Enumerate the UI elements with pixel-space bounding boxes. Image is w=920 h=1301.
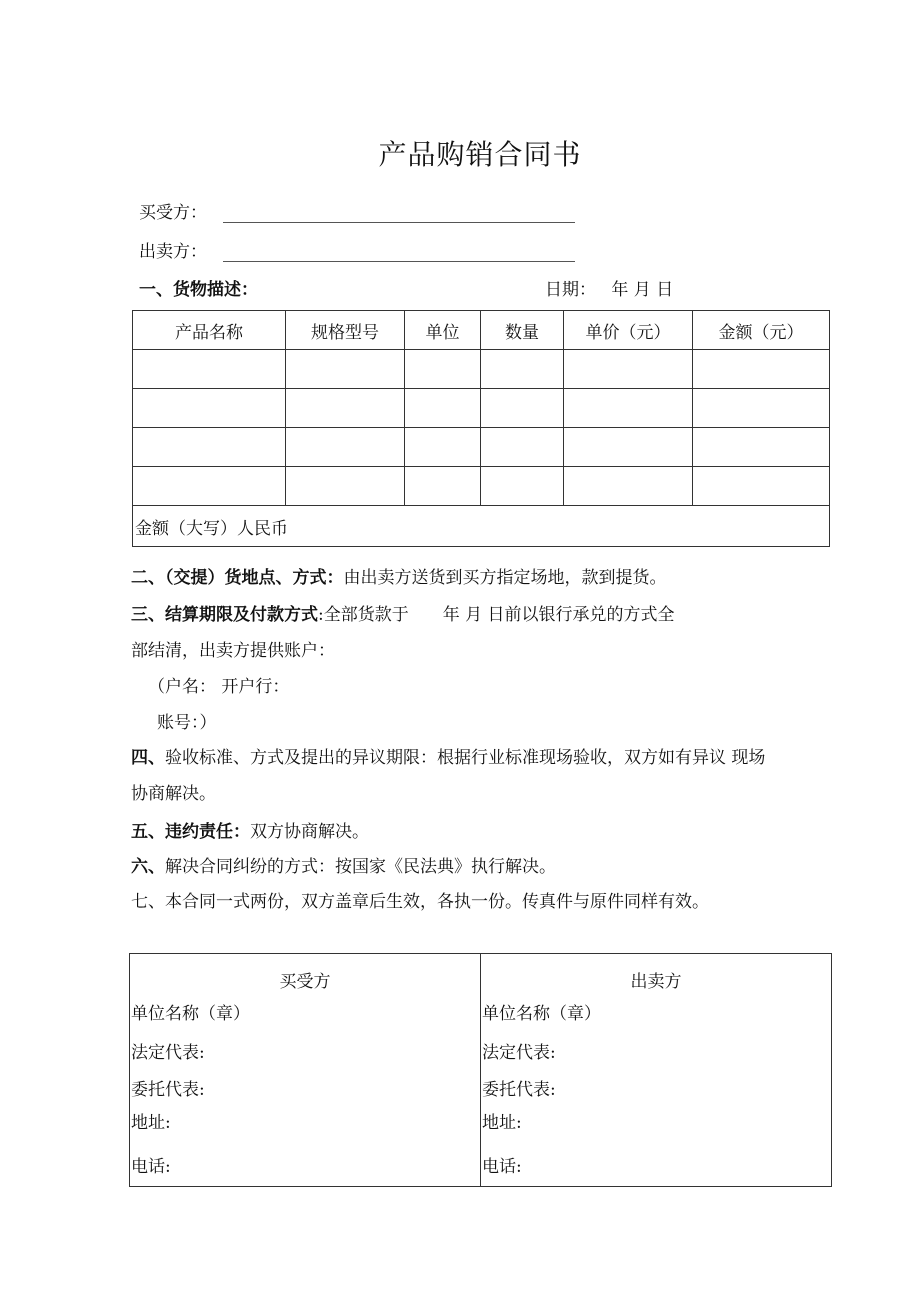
- date-field: [545, 275, 673, 300]
- buyer-address: 地址:: [131, 1113, 171, 1133]
- clause-5-text: 双方协商解决。: [250, 822, 369, 842]
- date-label: 日期：: [545, 280, 596, 300]
- table-cell[interactable]: [564, 428, 693, 467]
- clause-5: [131, 817, 369, 842]
- table-cell[interactable]: [405, 389, 481, 428]
- seller-phone: 电话:: [482, 1157, 522, 1177]
- clause-4-heading: 四、: [131, 748, 165, 768]
- buyer-phone: 电话:: [131, 1157, 171, 1177]
- clause-2-text: 由出卖方送货到买方指定场地，款到提货。: [343, 568, 667, 588]
- total-amount-uppercase: 金额（大写）人民币: [133, 506, 830, 547]
- signature-table: [129, 953, 832, 1187]
- table-cell[interactable]: [405, 467, 481, 506]
- table-cell[interactable]: [286, 428, 405, 467]
- buyer-legal-rep: 法定代表:: [131, 1043, 205, 1063]
- table-cell[interactable]: [286, 389, 405, 428]
- buyer-line: [139, 198, 575, 223]
- table-cell[interactable]: [405, 350, 481, 389]
- goods-table-header: [133, 311, 830, 350]
- clause-2-heading: 二、（交提）货地点、方式：: [131, 568, 344, 588]
- account-holder-bank: （户名： 开户行：: [148, 677, 290, 697]
- header-spec-model: 规格型号: [286, 311, 405, 350]
- section1-heading: 一、货物描述：: [139, 280, 258, 300]
- table-row: [133, 389, 830, 428]
- seller-signature-block: [481, 954, 832, 1187]
- table-cell[interactable]: [564, 389, 693, 428]
- table-cell[interactable]: [481, 350, 564, 389]
- clause-5-heading: 五、违约责任：: [131, 822, 250, 842]
- table-cell[interactable]: [286, 467, 405, 506]
- seller-agent: 委托代表:: [482, 1080, 556, 1100]
- goods-table: [132, 310, 830, 547]
- clause-4-text: 验收标准、方式及提出的异议期限：根据行业标准现场验收，双方如有异议 现场: [165, 748, 766, 768]
- table-cell[interactable]: [133, 350, 286, 389]
- clause-4: [131, 743, 765, 768]
- clause-3-text: :全部货款于 年 月 日前以银行承兑的方式全: [318, 605, 675, 625]
- page-title: 产品购销合同书: [378, 138, 582, 171]
- table-row: [133, 350, 830, 389]
- seller-address: 地址:: [482, 1113, 522, 1133]
- clause-6: [131, 852, 556, 877]
- table-cell[interactable]: [481, 467, 564, 506]
- table-cell[interactable]: [481, 428, 564, 467]
- seller-line: [139, 237, 575, 262]
- clause-7: 七、本合同一式两份，双方盖章后生效，各执一份。传真件与原件同样有效。: [131, 892, 709, 912]
- table-row: [133, 467, 830, 506]
- clause-6-text: 解决合同纠纷的方式：按国家《民法典》执行解决。: [165, 857, 556, 877]
- clause-3-heading: 三、结算期限及付款方式: [131, 605, 318, 625]
- table-cell[interactable]: [133, 389, 286, 428]
- seller-blank: [223, 247, 575, 262]
- table-cell[interactable]: [693, 350, 830, 389]
- table-cell[interactable]: [693, 428, 830, 467]
- buyer-unit-name: 单位名称（章）: [131, 1004, 250, 1024]
- table-row: [133, 428, 830, 467]
- buyer-signature-block: [130, 954, 481, 1187]
- header-quantity: 数量: [481, 311, 564, 350]
- table-cell[interactable]: [133, 467, 286, 506]
- table-cell[interactable]: [286, 350, 405, 389]
- clause-2: [131, 563, 667, 588]
- seller-label: 出卖方：: [139, 242, 207, 262]
- seller-heading: 出卖方: [630, 972, 682, 992]
- table-total-row: [133, 506, 830, 547]
- table-cell[interactable]: [133, 428, 286, 467]
- header-unit: 单位: [405, 311, 481, 350]
- buyer-blank: [223, 208, 575, 223]
- seller-unit-name: 单位名称（章）: [482, 1004, 601, 1024]
- clause-3-continued: 部结清，出卖方提供账户：: [131, 641, 335, 661]
- header-unit-price: 单价（元）: [564, 311, 693, 350]
- account-number: 账号：）: [157, 713, 217, 733]
- table-cell[interactable]: [564, 350, 693, 389]
- table-cell[interactable]: [564, 467, 693, 506]
- table-cell[interactable]: [693, 389, 830, 428]
- date-value: 年 月 日: [611, 280, 674, 300]
- seller-legal-rep: 法定代表:: [482, 1043, 556, 1063]
- table-cell[interactable]: [481, 389, 564, 428]
- clause-4-continued: 协商解决。: [131, 784, 216, 804]
- buyer-label: 买受方：: [139, 203, 207, 223]
- header-product-name: 产品名称: [133, 311, 286, 350]
- table-cell[interactable]: [405, 428, 481, 467]
- clause-6-heading: 六、: [131, 857, 165, 877]
- clause-3: [131, 600, 675, 625]
- header-amount: 金额（元）: [693, 311, 830, 350]
- table-cell[interactable]: [693, 467, 830, 506]
- buyer-heading: 买受方: [279, 972, 331, 992]
- buyer-agent: 委托代表:: [131, 1080, 205, 1100]
